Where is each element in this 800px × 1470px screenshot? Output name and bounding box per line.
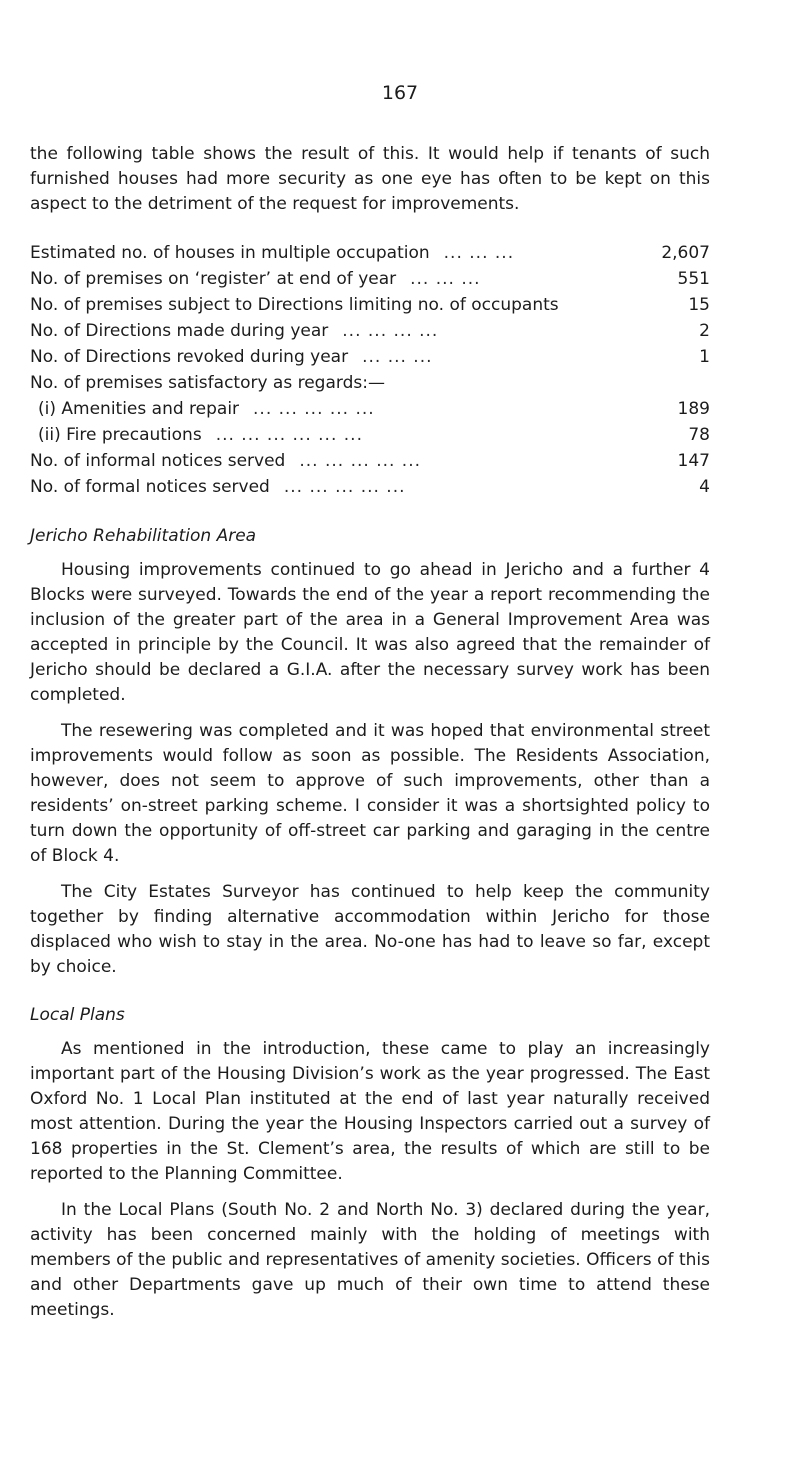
body-paragraph: Housing improvements continued to go ahead in Jericho and a further 4 Blocks were surveyed. Towards the end of the year a report recommending the inclusion of the greater part of the area in a General Improvement Area was accepted in principle by the Council. It was also agreed that the remainder of Jericho should be declared a G.I.A. after the necessary survey work has been completed. <box>30 560 710 705</box>
stat-row-informal-notices <box>30 449 710 475</box>
body-paragraph: The resewering was completed and it was hoped that environmental street improvements would follow as soon as possible. The Residents Association, however, does not seem to approve of such improvements, other than a residents’ on-street parking scheme. I consider it was a shortsighted policy to turn down the opportunity of off-street car parking and garaging in the centre of Block 4. <box>30 721 710 866</box>
section-local-plans <box>30 1003 710 1323</box>
section-jericho <box>30 524 710 980</box>
stat-leader-dots: ... ... ... ... ... <box>253 399 375 419</box>
stat-leader-dots: ... ... ... ... ... <box>299 451 422 471</box>
section-heading: Jericho Rehabilitation Area <box>30 526 257 546</box>
stat-leader-dots: ... ... ... <box>362 347 433 367</box>
stat-leader-dots: ... ... ... <box>443 243 515 263</box>
intro-paragraph: the following table shows the result of this. It would help if tenants of such furnished houses had more security as one eye has often to be kept on this aspect to the detriment of the request for improvements. <box>30 144 710 214</box>
stat-row-amenities <box>30 397 710 423</box>
stat-row-register <box>30 267 710 293</box>
stat-row-fire-precautions <box>30 423 710 449</box>
stat-row-directions-limiting <box>30 293 710 319</box>
body-paragraph: The City Estates Surveyor has continued to help keep the community together by finding alternative accommodation within Jericho for those displaced who wish to stay in the area. No-one has had to leave so far, except by choice. <box>30 882 710 977</box>
stat-label: No. of premises satisfactory as regards:— <box>30 373 385 393</box>
body-paragraph: In the Local Plans (South No. 2 and North No. 3) declared during the year, activity has been concerned mainly with the holding of meetings with members of the public and representatives of amenity societies. Officers of this and other Departments gave up much of their own time to attend these meetings. <box>30 1200 710 1320</box>
stat-value: 1 <box>699 347 710 367</box>
stat-value: 189 <box>677 399 710 419</box>
page-number: 167 <box>381 82 419 104</box>
stat-label: (i) Amenities and repair <box>38 399 240 419</box>
stat-label: No. of informal notices served <box>30 451 286 471</box>
stat-value: 15 <box>688 295 710 315</box>
stat-row-satisfactory-header <box>30 371 710 397</box>
stat-label: No. of Directions revoked during year <box>30 347 349 367</box>
stat-row-directions-made <box>30 319 710 345</box>
statistics-table <box>30 241 710 501</box>
stat-value: 2 <box>699 321 710 341</box>
stat-leader-dots: ... ... ... ... ... <box>283 477 406 497</box>
stat-value: 78 <box>688 425 710 445</box>
stat-label: No. of Directions made during year <box>30 321 329 341</box>
stat-value: 147 <box>677 451 710 471</box>
stat-leader-dots: ... ... ... <box>410 269 481 289</box>
stat-leader-dots: ... ... ... ... <box>342 321 439 341</box>
stat-row-directions-revoked <box>30 345 710 371</box>
stat-row-formal-notices <box>30 475 710 501</box>
stat-value: 4 <box>699 477 710 497</box>
stat-row-multiple-occupation <box>30 241 710 267</box>
stat-label: No. of premises subject to Directions limiting no. of occupants <box>30 295 559 315</box>
stat-value: 2,607 <box>661 243 710 263</box>
stat-label: No. of premises on ‘register’ at end of year <box>30 269 397 289</box>
page-body <box>30 142 710 1323</box>
stat-label: Estimated no. of houses in multiple occupation <box>30 243 430 263</box>
section-heading: Local Plans <box>30 1005 125 1025</box>
stat-label: (ii) Fire precautions <box>38 425 202 445</box>
stat-label: No. of formal notices served <box>30 477 270 497</box>
body-paragraph: As mentioned in the introduction, these came to play an increasingly important part of the Housing Division’s work as the year progressed. The East Oxford No. 1 Local Plan instituted at the end of last year naturally received most attention. During the year the Housing Inspectors carried out a survey of 168 properties in the St. Clement’s area, the results of which are still to be reported to the Planning Committee. <box>30 1039 710 1184</box>
stat-value: 551 <box>677 269 710 289</box>
stat-leader-dots: ... ... ... ... ... ... <box>215 425 363 445</box>
